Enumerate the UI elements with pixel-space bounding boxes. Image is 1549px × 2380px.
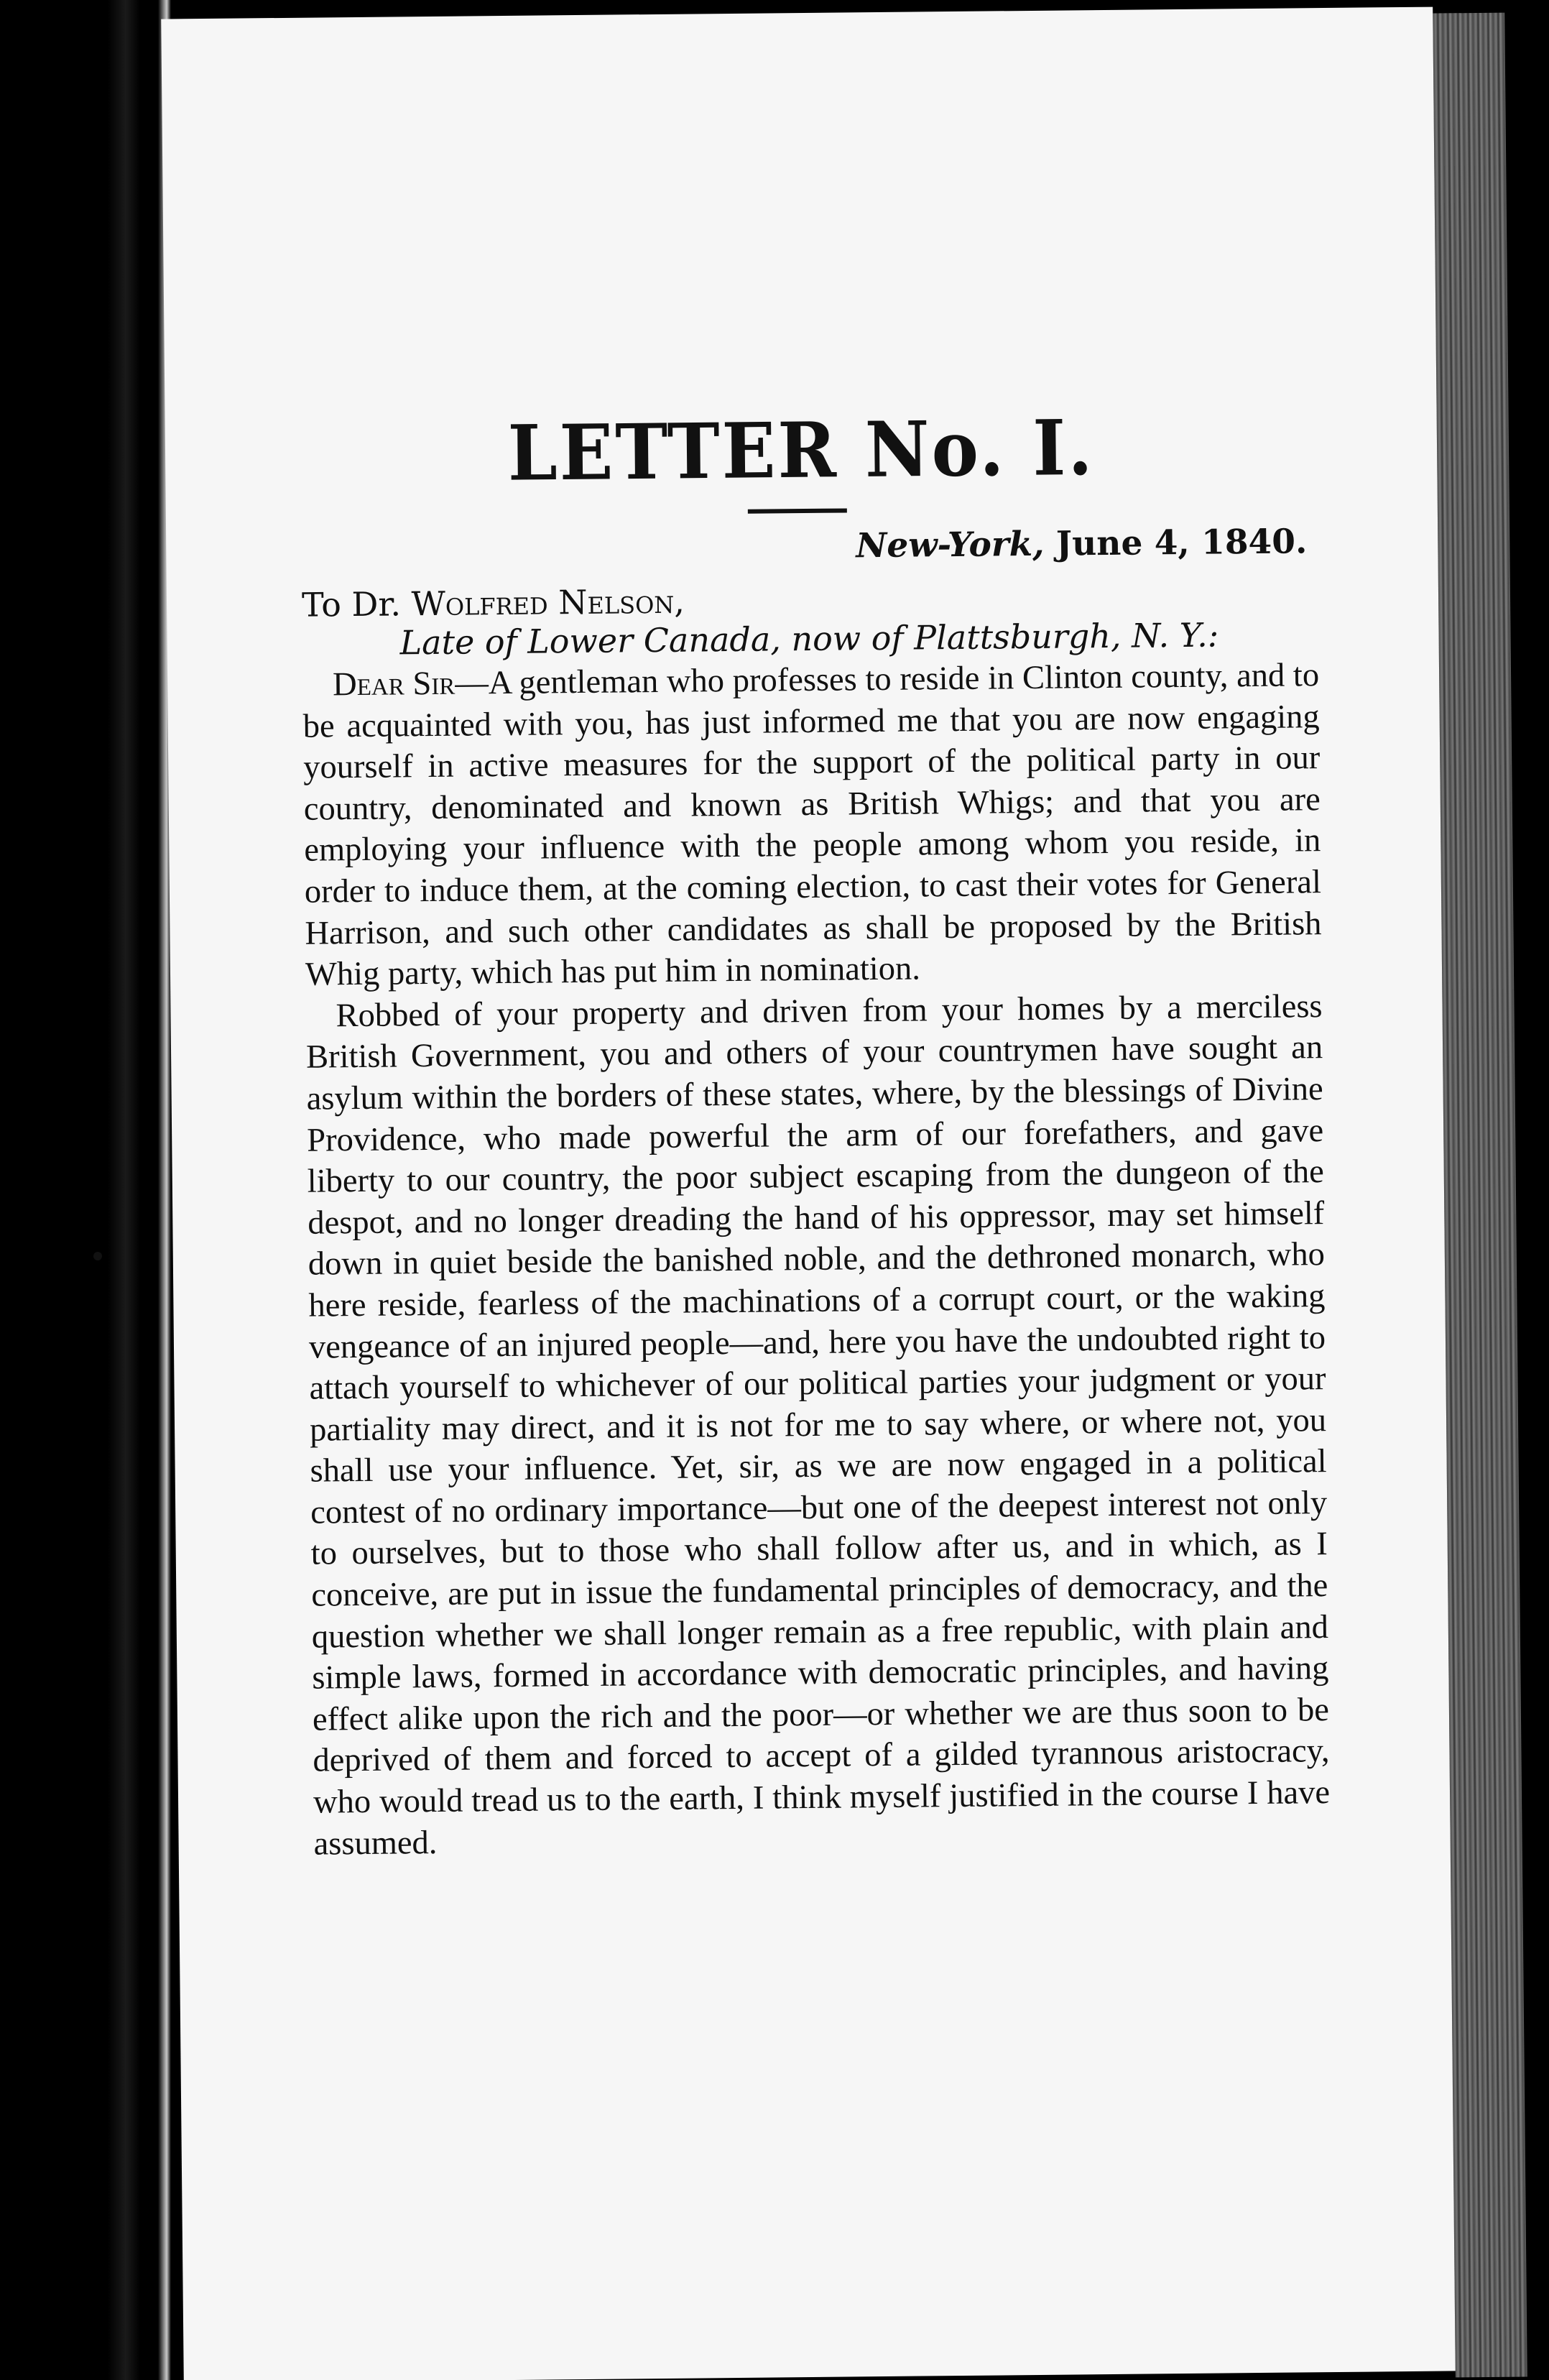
addressee-location: Late of Lower Canada, now of Plattsburgh, N. Y.: [399, 615, 1219, 663]
paragraph-1-text: —A gentleman who professes to reside in Clinton county, and to be acquainted with you, has just informed me that you are now engaging yourself in active measures for the support of the political party in our country, denominated and known as British Whigs; and that you are employing your influence with the people among whom you reside, in order to induce them, at the coming election, to cast their votes for General Harrison, and such other candidates as shall be proposed by the British Whig party, which has put him in nomination. [302, 657, 1322, 993]
letter-body [302, 655, 1331, 1865]
book-gutter [0, 0, 172, 2380]
salutation: Dear Sir [332, 665, 456, 704]
addressee-name: Wolfred Nelson, [411, 581, 685, 624]
letter-title: LETTER No. I. [507, 403, 1095, 499]
stray-ink-mark [93, 1252, 102, 1260]
addressee-block [302, 576, 1219, 663]
dateline [856, 522, 1307, 566]
body-paragraph-1 [302, 655, 1322, 995]
printed-page [161, 7, 1455, 2380]
addressee-prefix: To Dr. [301, 584, 412, 624]
dateline-date: June 4, 1840. [1055, 522, 1308, 564]
body-paragraph-2: Robbed of your property and driven from your homes by a merciless British Government, you and others of your countrymen have sought an asylum within the borders of these states, where, by the blessings of Divine Providence, who made powerful the arm of our forefathers, and gave liberty to our country, the poor subject escaping from the dungeon of the despot, and no longer dreading the hand of his oppressor, may set himself down in quiet beside the banished noble, and the dethroned monarch, who here reside, fearless of the machinations of a corrupt court, or the waking vengeance of an injured people—and, here you have the undoubted right to attach yourself to whichever of our political parties your judgment or your partiality may direct, and it is not for me to say where, or where not, you shall use your influence. Yet, sir, as we are now engaged in a political contest of no ordinary importance—but one of the deepest interest not only to ourselves, but to those who shall follow after us, and in which, as I conceive, are put in issue the fundamental principles of democracy, and the question whether we shall longer remain as a free republic, with plain and simple laws, formed in accordance with democratic principles, and having effect alike upon the rich and the poor—or whether we are thus soon to be deprived of them and forced to accept of a gilded tyrannous aristocracy, who would tread us to the earth, I think myself justified in the course I have assumed. [305, 987, 1331, 1863]
dateline-place: New-York, [856, 524, 1045, 566]
title-rule [748, 508, 847, 513]
